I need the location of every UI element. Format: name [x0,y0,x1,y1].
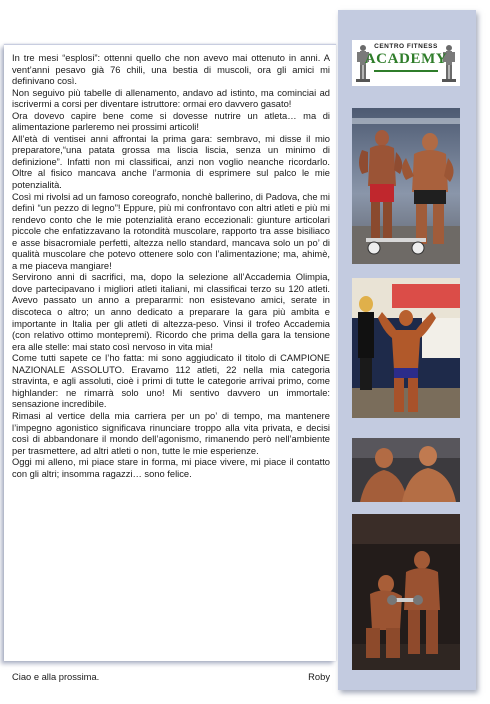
two-bodybuilders-gym-photo [352,108,460,264]
article-paragraph: All’età di ventisei anni affrontai la prima gara: sembravo, mi disse il mio preparatore,“una patata grossa ma liscia liscia, senza un minimo di definizione”. Infatti non mi classificai, anzi non voglio neanche ricordarlo. Oltre al fisico mancava anche l’armonia di esprimere sul palco le mie potenzialità. [12,133,330,191]
article-paragraph: Come tutti sapete ce l’ho fatta: mi sono aggiudicato il titolo di CAMPIONE NAZIONALE ASSOLUTO. Eravamo 112 atleti, 22 nella mia categoria stravinta, e agli assoluti, cioè i primi di tutte le categorie arrivai primo, come highlander: ne rimarrà solo uno! Mi sentivo davvero un immortale: sensazione incredibile. [12,353,330,410]
article-card [4,44,336,682]
logo-underline [374,70,438,72]
article-body [12,53,330,480]
author-signature: Roby [308,672,330,682]
bodybuilders-training-photo [352,514,460,670]
article-paragraph: Ora dovevo capire bene come si dovesse nutrire un atleta… ma di alimentazione parleremo nei prossimi articoli! [12,110,330,133]
academy-logo [352,40,460,86]
article-paragraph: Non seguivo più tabelle di allenamento, andavo ad istinto, ma cominciai ad iscrivermi a corsi per diventare istruttore: ormai ero davvero gasato! [12,87,330,110]
article-paragraph: Servirono anni di sacrifici, ma, dopo la selezione all’Accademia Olimpia, dove partecipavano i migliori atleti italiani, mi classificai terzo su 120 atleti. Avevo passato un anno a prepararmi: non esistevano amici, serate in discoteca o altro; un anno dedicato a preparare la gara più ambita e importante in Italia per gli atleti di altezza-peso. Vinsi il trofeo Accademia (con relativo ottimo montepremi). Ricordo che prima della gara la tensione era alle stelle: mai stato così nervoso in vita mia! [12,272,330,352]
article-paragraph: In tre mesi “esplosi”: ottenni quello che non avevo mai ottenuto in anni. A vent’anni pesavo già 76 chili, una bestia di muscoli, ora gli amici mi definivano così. [12,53,330,87]
logo-subtitle: CENTRO FITNESS [374,43,438,50]
bodybuilder-on-stage-photo [352,278,460,418]
article-paragraph: Oggi mi alleno, mi piace stare in forma, mi piace vivere, mi piace il contatto con gli altri; insomma ragazzi… sono felice. [12,457,330,479]
article-paragraph: Rimasi al vertice della mia carriera per un po’ di tempo, ma mantenere l’impegno agonistico significava rinunciare troppo alla vita privata, e decisi così di abbandonare il mondo dell’agonismo, rimanendo però nell’ambiente per trasmettere, ad altri atleti o non, tutte le mie esperienze. [12,410,330,456]
closing-text: Ciao e alla prossima. [12,672,100,682]
logo-title: ACADEMY [364,51,448,67]
two-bodybuilders-portrait-photo [352,438,460,502]
photo-sidebar [338,10,476,690]
article-paragraph: Così mi rivolsi ad un famoso coreografo, nonchè ballerino, di Padova, che mi definì “un pezzo di legno”! Eppure, più mi confrontavo con altri atleti e più mi rendevo conto che le mie potenzialità erano eccezionali: giunture articolari piccole che enfatizzavano la rotondità muscolare, rapporto tra asse bisiliaco e asse bisacromiale perfetti, altezza nello standard, mancava solo un po’ di qualità muscolare che potevo ottenere solo con l’alimentazione; ma, ahimè, a me piaceva mangiare! [12,191,330,271]
